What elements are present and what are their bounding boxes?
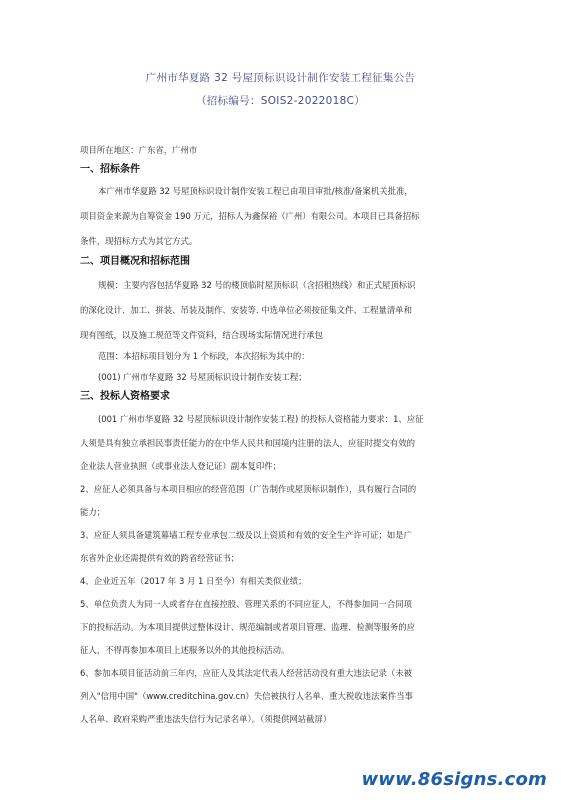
- section2-line: 范围：本招标项目划分为 1 个标段，本次招标为其中的：: [98, 351, 310, 361]
- section3-line: 3、应征人须具备建筑幕墙工程专业承包二级及以上资质和有效的安全生产许可证；如是广: [80, 530, 412, 540]
- section2-line: 的深化设计、加工、拼装、吊装及制作、安装等. 中选单位必须按征集文件、工程量清单和: [80, 305, 412, 315]
- section3-line: 人名单、政府采购严重违法失信行为记录名单）。（须提供网站截屏）: [80, 714, 332, 724]
- section3-line: (001 广州市华夏路 32 号屋顶标识设计制作安装工程) 的投标人资格能力要求：1、应征: [98, 414, 424, 424]
- section3-line: 5、单位负责人为同一人或者存在直接控股、管理关系的不同应征人，不得参加同一合同项: [80, 599, 412, 609]
- section1-heading: 一、招标条件: [80, 164, 140, 175]
- section3-line: 下的投标活动。为本项目提供过整体设计、规范编制或者项目管理、监理、检测等服务的应: [80, 622, 415, 632]
- section3-line: 东省外企业还需提供有效的跨省经营证书；: [80, 553, 240, 563]
- section3-line: 企业法人营业执照（或事业法人登记证）副本复印件；: [80, 461, 281, 471]
- section1-line: 条件，现招标方式为其它方式。: [80, 236, 198, 246]
- location-line: 项目所在地区：广东省，广州市: [80, 145, 198, 155]
- section3-heading: 三、投标人资格要求: [80, 391, 170, 402]
- section2-line: 现有图纸，以及施工规范等文件资料，结合现场实际情况进行承包: [80, 330, 323, 340]
- section3-line: 4、企业近五年（2017 年 3 月 1 日至今）有相关类似业绩；: [80, 576, 307, 586]
- document-title: 广州市华夏路 32 号屋顶标识设计制作安装工程征集公告: [145, 72, 416, 84]
- section2-heading: 二、项目概况和招标范围: [80, 256, 190, 267]
- section3-line: 2、应征人必须具备与本项目相应的经营范围（广告制作或屋顶标识制作），具有履行合同的: [80, 484, 417, 494]
- site-watermark: www.86signs.com: [361, 769, 547, 790]
- section2-line: (001) 广州市华夏路 32 号屋顶标识设计制作安装工程；: [98, 372, 307, 382]
- section1-line: 项目资金来源为自筹资金 190 万元，招标人为鑫保裕（广州）有限公司。本项目已具备招标: [80, 211, 420, 221]
- section3-line: 能力；: [80, 507, 106, 517]
- section3-line: 列入"信用中国"（www.creditchina.gov.cn）失信被执行人名单、重大税收违法案件当事: [80, 691, 413, 701]
- section1-line: 本广州市华夏路 32 号屋顶标识设计制作安装工程已由项目审批/核准/备案机关批准，: [98, 186, 413, 196]
- section3-line: 人须是具有独立承担民事责任能力的在中华人民共和国境内注册的法人，应征时提交有效的: [80, 438, 415, 448]
- section2-line: 规模：主要内容包括华夏路 32 号的楼顶临时屋顶标识（含招租热线）和正式屋顶标识: [98, 280, 416, 290]
- section3-line: 6、参加本项目征活动前三年内，应征人及其法定代表人经营活动没有重大违法记录（未被: [80, 668, 412, 678]
- document-subtitle: （招标编号：SOIS2-2022018C）: [195, 95, 366, 107]
- section3-line: 征人，不得再参加本项目上述服务以外的其他投标活动。: [80, 645, 290, 655]
